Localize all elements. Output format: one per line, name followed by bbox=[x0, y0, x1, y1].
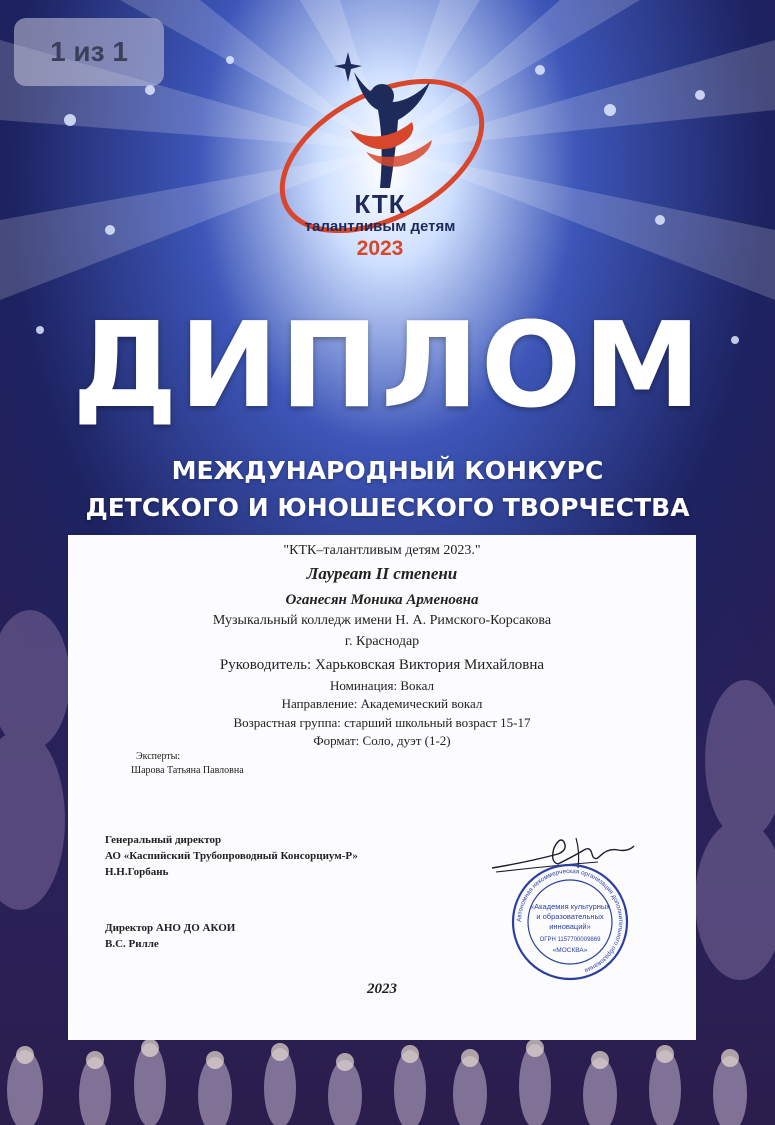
issue-year: 2023 bbox=[367, 981, 397, 997]
expert-name: Шарова Татьяна Павловна bbox=[131, 765, 244, 776]
diploma-title: ДИПЛОМ bbox=[72, 296, 703, 434]
seal-city: «МОСКВА» bbox=[552, 947, 588, 954]
logo-year: 2023 bbox=[356, 237, 404, 260]
logo-tagline: талантливым детям bbox=[304, 218, 456, 235]
format: Формат: Соло, дуэт (1-2) bbox=[313, 733, 451, 748]
seal-center-line-3: инноваций» bbox=[549, 922, 591, 931]
seal-center-line-1: «Академия культурных bbox=[529, 902, 611, 911]
signatory-2-name: В.С. Рилле bbox=[105, 938, 159, 950]
seal-ring-text: Автономная некоммерческая организация дополнительного образования bbox=[515, 867, 625, 974]
subtitle-line-2: ДЕТСКОГО И ЮНОШЕСКОГО ТВОРЧЕСТВА bbox=[85, 493, 690, 522]
institution: Музыкальный колледж имени Н. А. Римского-Корсакова bbox=[212, 613, 552, 628]
subtitle-line-1: МЕЖДУНАРОДНЫЙ КОНКУРС bbox=[171, 456, 604, 485]
age-group: Возрастная группа: старший школьный возраст 15-17 bbox=[233, 715, 531, 730]
seal-ogrn: ОГРН 1157700009869 bbox=[539, 937, 601, 943]
city: г. Краснодар bbox=[344, 634, 420, 649]
signatory-1-name: Н.Н.Горбань bbox=[105, 866, 169, 878]
direction: Направление: Академический вокал bbox=[281, 696, 483, 711]
signatory-2-title: Директор АНО ДО АКОИ bbox=[105, 922, 236, 934]
seal-center-line-2: и образовательных bbox=[536, 912, 604, 921]
recipient-name: Оганесян Моника Арменовна bbox=[285, 592, 479, 608]
signatory-1-org: АО «Каспийский Трубопроводный Консорциум-Р» bbox=[105, 850, 358, 862]
signatory-1-title: Генеральный директор bbox=[105, 834, 222, 846]
diploma-subtitle bbox=[0, 452, 775, 526]
ktk-logo-text bbox=[280, 190, 480, 262]
award-level: Лауреат II степени bbox=[306, 564, 458, 583]
contest-name: "КТК–талантливым детям 2023." bbox=[283, 543, 481, 558]
nomination: Номинация: Вокал bbox=[330, 678, 434, 693]
experts-label: Эксперты: bbox=[136, 751, 181, 762]
organization-seal bbox=[510, 862, 630, 982]
supervisor: Руководитель: Харьковская Виктория Михайловна bbox=[219, 657, 545, 673]
page-counter: 1 из 1 bbox=[14, 18, 164, 86]
logo-abbr: КТК bbox=[354, 189, 406, 219]
